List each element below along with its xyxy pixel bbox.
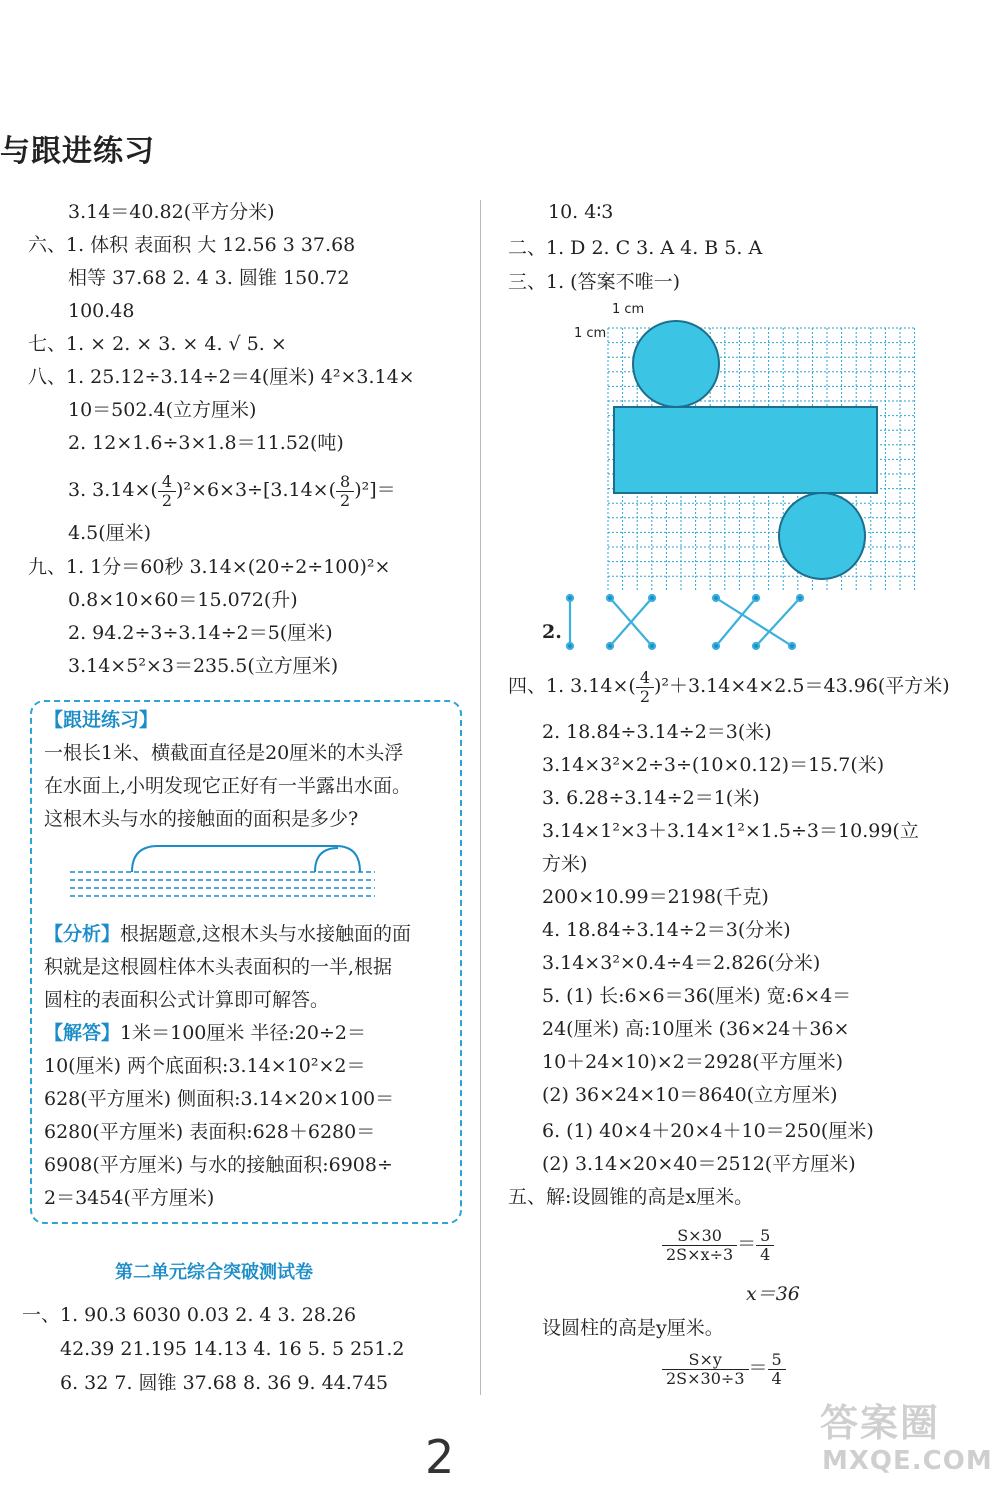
- watermark-logo: 答案圈: [820, 1401, 941, 1445]
- left-line-13: 2. 94.2÷3÷3.14÷2＝5(厘米): [68, 622, 333, 644]
- right-line-6: 3.14×3²×2÷3÷(10×0.12)＝15.7(米): [542, 754, 885, 776]
- left-line-1: 3.14＝40.82(平方分米): [68, 201, 275, 223]
- right-line-15: 10＋24×10)×2＝2928(平方厘米): [542, 1051, 844, 1073]
- fraction-4-2-right: $\frac{4}{2}$: [636, 669, 654, 706]
- equation-cylinder: $\frac{S\times y}{2S\times 30\div 3}$ ＝ $\frac{5}{4}$: [662, 1346, 786, 1390]
- right-line-20: 设圆柱的高是y厘米。: [542, 1317, 724, 1339]
- right-line-9: 方米): [542, 853, 588, 875]
- matching-lines-diagram: [560, 592, 820, 654]
- solution-line-4: 6280(平方厘米) 表面积:628＋6280＝: [44, 1121, 376, 1143]
- test-row-1: 一、1. 90.3 6030 0.03 2. 4 3. 28.26: [22, 1304, 357, 1326]
- test-row-2: 42.39 21.195 14.13 4. 16 5. 5 251.2: [60, 1338, 405, 1360]
- left-line-4: 100.48: [68, 300, 135, 322]
- test-row-3: 6. 32 7. 圆锥 37.68 8. 36 9. 44.745: [60, 1372, 389, 1394]
- left-line-10: 4.5(厘米): [68, 522, 152, 544]
- right-line-8: 3.14×1²×3＋3.14×1²×1.5÷3＝10.99(立: [542, 820, 919, 842]
- net-rectangle: [614, 407, 877, 493]
- matching-label: 2.: [542, 621, 562, 643]
- net-circle-top: [633, 321, 719, 407]
- grid-label-left: 1 cm: [574, 326, 607, 341]
- left-line-2: 六、1. 体积 表面积 大 12.56 3 37.68: [28, 234, 356, 256]
- problem-line-3: 这根木头与水的接触面的面积是多少?: [44, 808, 359, 830]
- right-line-13: 5. (1) 长:6×6＝36(厘米) 宽:6×4＝: [542, 985, 852, 1007]
- l9-part-b: )²×6×3÷[3.14×(: [176, 479, 337, 501]
- left-line-3: 相等 37.68 2. 4 3. 圆锥 150.72: [68, 267, 350, 289]
- problem-line-2: 在水面上,小明发现它正好有一半露出水面。: [44, 775, 412, 797]
- solution-line-6: 2＝3454(平方厘米): [44, 1187, 215, 1209]
- page-header-title: 与跟进练习: [0, 134, 155, 169]
- column-divider: [480, 200, 481, 1395]
- analysis-line-1: 【分析】根据题意,这根木头与水接触面的面: [44, 923, 412, 945]
- tag-follow-up: 【跟进练习】: [44, 709, 159, 731]
- left-line-14: 3.14×5²×3＝235.5(立方厘米): [68, 655, 339, 677]
- right-line-18: (2) 3.14×20×40＝2512(平方厘米): [542, 1153, 856, 1175]
- analysis-line-2: 积就是这根圆柱体木头表面积的一半,根据: [44, 956, 393, 978]
- right-line-19: 五、解:设圆锥的高是x厘米。: [508, 1186, 754, 1208]
- solution-line-5: 6908(平方厘米) 与水的接触面积:6908÷: [44, 1154, 393, 1176]
- fraction-4-2: $\frac{4}{2}$: [158, 473, 176, 510]
- left-line-12: 0.8×10×60＝15.072(升): [68, 589, 298, 611]
- left-line-7: 10＝502.4(立方厘米): [68, 399, 257, 421]
- solution-line-1: 【解答】1米＝100厘米 半径:20÷2＝: [44, 1022, 366, 1044]
- page-number: 2: [425, 1430, 455, 1484]
- problem-line-1: 一根长1米、横截面直径是20厘米的木头浮: [44, 742, 404, 764]
- solution-x: x＝36: [746, 1283, 800, 1305]
- grid-label-top: 1 cm: [612, 302, 645, 317]
- right-line-10: 200×10.99＝2198(千克): [542, 886, 769, 908]
- right-line-14: 24(厘米) 高:10厘米 (36×24＋36×: [542, 1018, 850, 1040]
- section-title: 第二单元综合突破测试卷: [115, 1262, 313, 1283]
- watermark-url: MXQE.COM: [822, 1446, 993, 1476]
- left-line-9: [68, 468, 396, 512]
- right-line-7: 3. 6.28÷3.14÷2＝1(米): [542, 787, 760, 809]
- right-line-11: 4. 18.84÷3.14÷2＝3(分米): [542, 919, 791, 941]
- l9-part-c: )²]＝: [354, 479, 396, 501]
- left-line-5: 七、1. × 2. × 3. × 4. √ 5. ×: [28, 333, 287, 355]
- right-line-16: (2) 36×24×10＝8640(立方厘米): [542, 1084, 838, 1106]
- solution-line-3: 628(平方厘米) 侧面积:3.14×20×100＝: [44, 1088, 395, 1110]
- right-line-3: 三、1. (答案不唯一): [508, 271, 680, 293]
- l9-part-a: 3. 3.14×(: [68, 479, 158, 501]
- left-line-6: 八、1. 25.12÷3.14÷2＝4(厘米) 4²×3.14×: [28, 366, 415, 388]
- right-line-5: 2. 18.84÷3.14÷2＝3(米): [542, 721, 772, 743]
- right-line-1: 10. 4∶3: [548, 201, 614, 223]
- right-line-12: 3.14×3²×0.4÷4＝2.826(分米): [542, 952, 821, 974]
- left-line-8: 2. 12×1.6÷3×1.8＝11.52(吨): [68, 432, 344, 454]
- right-line-17: 6. (1) 40×4＋20×4＋10＝250(厘米): [542, 1120, 874, 1142]
- right-line-4-1: 四、1. 3.14×( $\frac{4}{2}$ )²＋3.14×4×2.5＝43.96(平方米): [508, 667, 950, 706]
- solution-line-2: 10(厘米) 两个底面积:3.14×10²×2＝: [44, 1055, 366, 1077]
- left-line-11: 九、1. 1分＝60秒 3.14×(20÷2÷100)²×: [28, 556, 391, 578]
- cylinder-net-grid: [600, 310, 920, 590]
- right-line-2: 二、1. D 2. C 3. A 4. B 5. A: [508, 237, 763, 259]
- equation-cone: $\frac{S\times 30}{2S\times x\div 3}$ ＝ $\frac{5}{4}$: [662, 1222, 774, 1266]
- analysis-line-3: 圆柱的表面积公式计算即可解答。: [44, 989, 330, 1011]
- floating-log-diagram: [60, 836, 380, 906]
- fraction-8-2: $\frac{8}{2}$: [336, 473, 354, 510]
- net-circle-bottom: [779, 493, 865, 579]
